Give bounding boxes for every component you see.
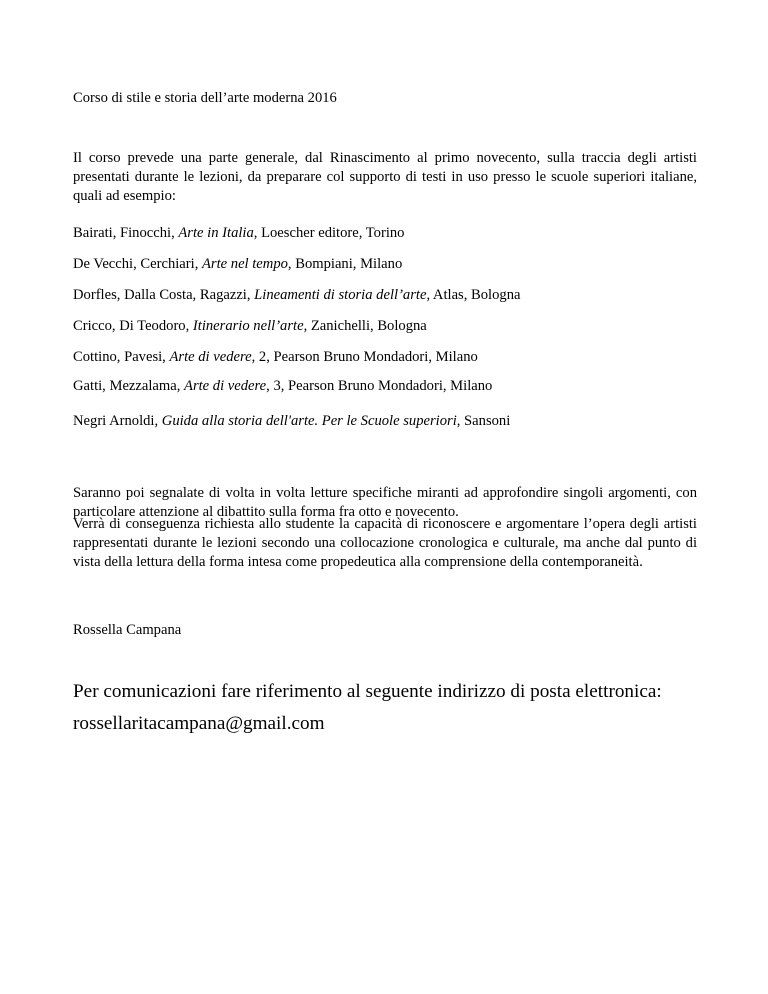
course-title: Corso di stile e storia dell’arte moderna 2016 (73, 90, 337, 106)
reference-item: Cottino, Pavesi, Arte di vedere, 2, Pearson Bruno Mondadori, Milano (73, 349, 478, 365)
reference-item: De Vecchi, Cerchiari, Arte nel tempo, Bompiani, Milano (73, 256, 403, 272)
author-name: Rossella Campana (73, 622, 182, 638)
readings-paragraph: Saranno poi segnalate di volta in volta letture specifiche miranti ad approfondire singoli argomenti, con particolare attenzione al dibattito sulla forma fra otto e novecento. (73, 485, 697, 520)
reference-item: Cricco, Di Teodoro, Itinerario nell’arte, Zanichelli, Bologna (73, 318, 427, 334)
contact-email[interactable]: rossellaritacampana@gmail.com (73, 713, 325, 734)
reference-item: Dorfles, Dalla Costa, Ragazzi, Lineamenti di storia dell’arte, Atlas, Bologna (73, 287, 521, 303)
reference-item: Negri Arnoldi, Guida alla storia dell'arte. Per le Scuole superiori, Sansoni (73, 413, 511, 429)
intro-paragraph: Il corso prevede una parte generale, dal Rinascimento al primo novecento, sulla traccia degli artisti presentati durante le lezioni, da preparare col supporto di testi in uso presso le scuole superiori italiane, quali ad esempio: (73, 150, 697, 204)
reference-item: Bairati, Finocchi, Arte in Italia, Loescher editore, Torino (73, 225, 405, 241)
contact-label: Per comunicazioni fare riferimento al seguente indirizzo di posta elettronica: (73, 681, 662, 702)
reference-item: Gatti, Mezzalama, Arte di vedere, 3, Pearson Bruno Mondadori, Milano (73, 378, 493, 394)
requirements-paragraph: Verrà di conseguenza richiesta allo studente la capacità di riconoscere e argomentare l’opera degli artisti rappresentati durante le lezioni secondo una collocazione cronologica e culturale, ma anche dal punto di vista della lettura della forma intesa come propedeutica alla comprensione della contemporaneità. (73, 516, 697, 570)
